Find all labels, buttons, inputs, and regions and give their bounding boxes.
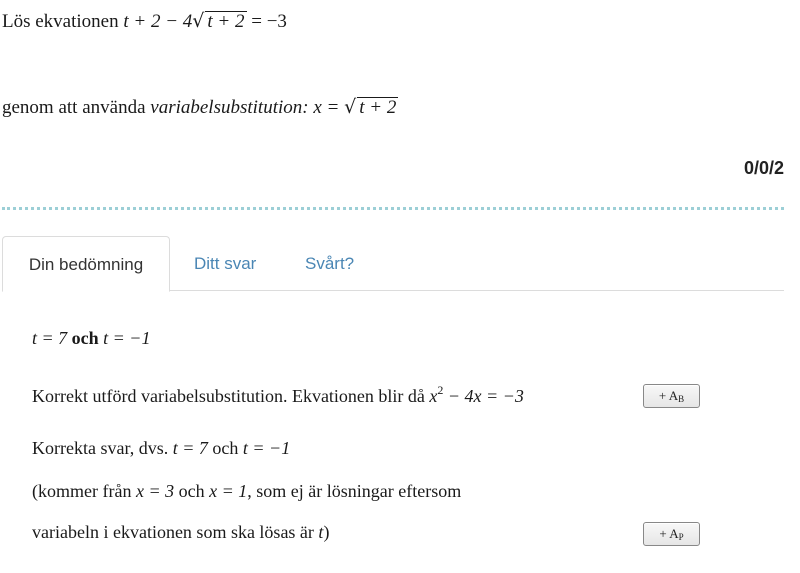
criterion-note-line-2 xyxy=(32,522,329,543)
tab-bar xyxy=(2,236,784,291)
criterion-answers xyxy=(32,438,290,459)
criterion-note-line-1 xyxy=(32,481,461,502)
method-sqrt xyxy=(344,96,398,119)
problem-equation-left: t + 2 − 4 xyxy=(123,11,193,32)
criterion-2-text: Korrekta svar, dvs. xyxy=(32,438,169,458)
radical-sign-icon: √ xyxy=(344,96,357,118)
criterion-4-close: ) xyxy=(323,522,330,542)
badge-ab-label: + A xyxy=(658,388,679,403)
criterion-3-suffix: , som ej är lösningar eftersom xyxy=(247,481,462,501)
tab-ditt-svar[interactable]: Ditt svar xyxy=(194,254,257,273)
add-ap-point-button[interactable] xyxy=(643,522,700,546)
answer-part1: t = 7 xyxy=(32,328,68,348)
badge-ab-sub: B xyxy=(678,394,685,404)
method-prefix: genom att använda xyxy=(2,97,146,118)
criterion-2-conj: och xyxy=(212,438,239,458)
method-sqrt-content: t + 2 xyxy=(359,97,397,118)
criterion-1-text: Korrekt utförd variabelsubstitution. Ekvationen blir då xyxy=(32,386,425,406)
badge-ap-sub: P xyxy=(678,532,684,542)
score-display: 0/0/2 xyxy=(743,158,784,178)
problem-statement xyxy=(2,10,287,33)
criterion-4-text: variabeln i ekvationen som ska lösas är xyxy=(32,522,314,542)
criterion-2-eq1: t = 7 xyxy=(172,438,208,458)
method-statement xyxy=(2,96,398,119)
answer-summary xyxy=(32,328,150,349)
problem-sqrt-content: t + 2 xyxy=(207,11,245,32)
problem-equation-right: = −3 xyxy=(251,11,287,32)
method-equation-left: x = xyxy=(313,97,340,118)
problem-sqrt xyxy=(192,10,246,33)
criterion-1-eq-a: x xyxy=(429,386,438,406)
answer-part2: t = −1 xyxy=(103,328,151,348)
tab-svart[interactable]: Svårt? xyxy=(305,254,355,273)
badge-ap-label: + A xyxy=(659,526,679,541)
criterion-3-conj: och xyxy=(178,481,205,501)
criterion-4-var: t xyxy=(318,522,324,542)
method-term: variabelsubstitution: xyxy=(150,97,309,118)
criterion-2-eq2: t = −1 xyxy=(242,438,291,458)
problem-prefix: Lös ekvationen xyxy=(2,11,119,32)
dotted-divider xyxy=(2,207,784,210)
tab-din-bedomning[interactable]: Din bedömning xyxy=(2,236,170,292)
radical-sign-icon: √ xyxy=(192,10,205,32)
criterion-3-prefix: (kommer från xyxy=(32,481,132,501)
answer-conj: och xyxy=(71,328,99,348)
criterion-3-eq2: x = 1 xyxy=(209,481,248,501)
add-ab-point-button[interactable] xyxy=(643,384,700,408)
criterion-1-eq-b: − 4x = −3 xyxy=(447,386,524,406)
criterion-substitution xyxy=(32,383,524,407)
criterion-1-exponent: 2 xyxy=(437,383,444,397)
criterion-3-eq1: x = 3 xyxy=(135,481,175,501)
